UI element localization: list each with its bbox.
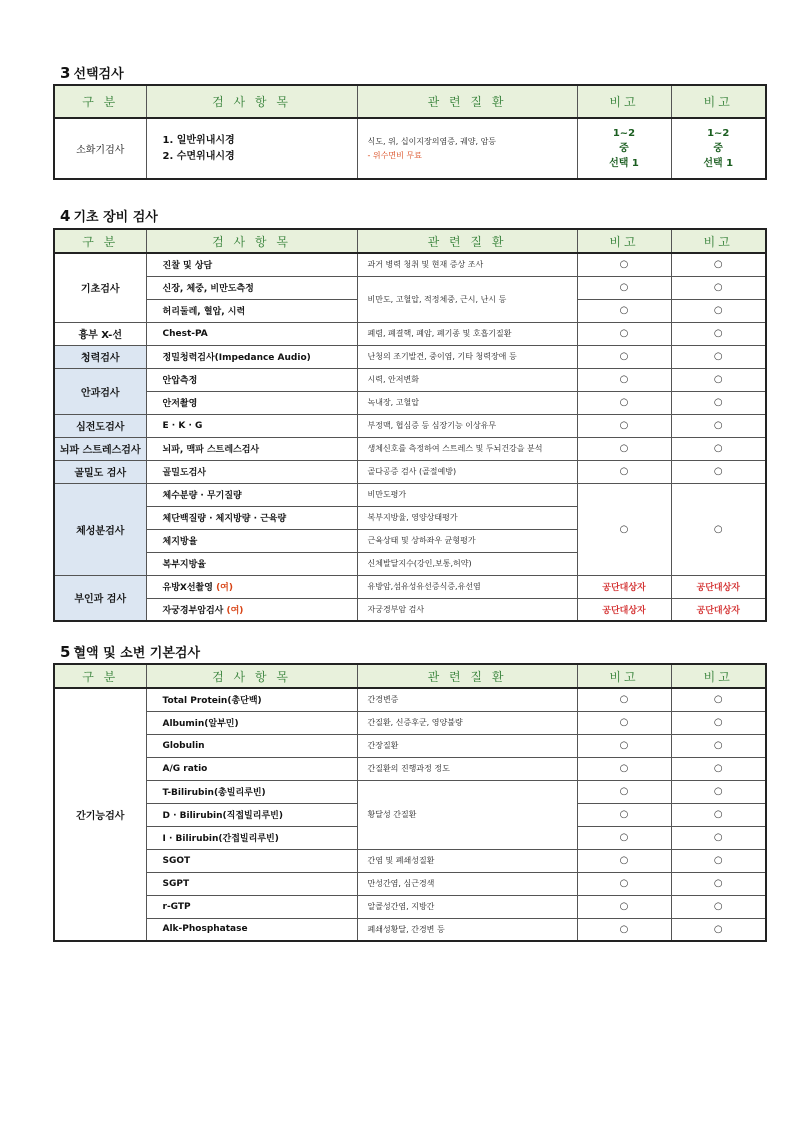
category-eye: 안과검사	[54, 368, 146, 414]
item-globulin: Globulin	[146, 734, 357, 757]
table-row	[54, 276, 766, 299]
disease-sgpt: 만성간염, 심근경색	[357, 872, 577, 895]
item-d-bilirubin: D · Bilirubin(직접빌리루빈)	[146, 803, 357, 826]
circle-mark: ○	[671, 322, 766, 345]
item-fundus: 안저촬영	[146, 391, 357, 414]
table-row	[54, 253, 766, 276]
public-target-label: 공단대상자	[671, 598, 766, 621]
category-digestive: 소화기검사	[54, 118, 146, 179]
item-stress: 뇌파, 맥파 스트레스검사	[146, 437, 357, 460]
category-chest: 흉부 X-선	[54, 322, 146, 345]
circle-mark: ○	[577, 483, 671, 575]
disease-total-protein: 간경변증	[357, 688, 577, 711]
circle-mark: ○	[577, 734, 671, 757]
item-ag-ratio: A/G ratio	[146, 757, 357, 780]
table-row	[54, 598, 766, 621]
public-target-label: 공단대상자	[577, 598, 671, 621]
header-note-1: 비고	[577, 229, 671, 253]
disease-ag-ratio: 간질환의 진행과정 정도	[357, 757, 577, 780]
disease-globulin: 간장질환	[357, 734, 577, 757]
table-row	[54, 460, 766, 483]
item-iop: 안압측정	[146, 368, 357, 391]
table-row	[54, 414, 766, 437]
item-mammo-tag: (여)	[216, 583, 233, 593]
public-target-label: 공단대상자	[671, 575, 766, 598]
circle-mark: ○	[671, 414, 766, 437]
circle-mark: ○	[671, 688, 766, 711]
item-fatpct: 체지방율	[146, 529, 357, 552]
section-3-table	[53, 84, 767, 180]
header-items: 검 사 항 목	[146, 85, 357, 118]
disease-water: 비만도평가	[357, 483, 577, 506]
circle-mark: ○	[671, 711, 766, 734]
table-row	[54, 575, 766, 598]
disease-hearing: 난청의 조기발견, 중이염, 기타 청력장애 등	[357, 345, 577, 368]
circle-mark: ○	[671, 276, 766, 299]
table-row	[54, 895, 766, 918]
table-row	[54, 368, 766, 391]
circle-mark: ○	[577, 826, 671, 849]
header-row	[54, 664, 766, 688]
circle-mark: ○	[671, 918, 766, 941]
note-1-line-2: 중	[619, 143, 629, 154]
circle-mark: ○	[577, 322, 671, 345]
item-t-bilirubin: T-Bilirubin(총빌리루빈)	[146, 780, 357, 803]
circle-mark: ○	[671, 483, 766, 575]
disease-bone: 골다공증 검사 (골절예방)	[357, 460, 577, 483]
item-chest: Chest-PA	[146, 322, 357, 345]
disease-chest: 폐렴, 폐결핵, 폐암, 폐기종 및 호흡기질환	[357, 322, 577, 345]
table-row	[54, 872, 766, 895]
circle-mark: ○	[671, 872, 766, 895]
header-category: 구 분	[54, 229, 146, 253]
disease-r-gtp: 알콜성간염, 지방간	[357, 895, 577, 918]
section-4-title: 4 기초 장비 검사	[60, 207, 158, 225]
table-row	[54, 918, 766, 941]
category-body: 체성분검사	[54, 483, 146, 575]
item-sgot: SGOT	[146, 849, 357, 872]
table-row	[54, 688, 766, 711]
circle-mark: ○	[671, 437, 766, 460]
header-disease: 관 련 질 환	[357, 664, 577, 688]
circle-mark: ○	[671, 391, 766, 414]
circle-mark: ○	[577, 299, 671, 322]
category-hearing: 청력검사	[54, 345, 146, 368]
circle-mark: ○	[577, 849, 671, 872]
circle-mark: ○	[671, 345, 766, 368]
table-row	[54, 711, 766, 734]
circle-mark: ○	[577, 895, 671, 918]
item-cervix-tag: (여)	[226, 605, 244, 616]
circle-mark: ○	[671, 368, 766, 391]
table-row	[54, 118, 766, 179]
header-note-1: 비고	[577, 85, 671, 118]
item-hearing: 정밀청력검사(Impedance Audio)	[146, 345, 357, 368]
note-2-line-1: 1~2	[707, 128, 730, 139]
circle-mark: ○	[671, 253, 766, 276]
table-row	[54, 437, 766, 460]
item-abfat: 복부지방율	[146, 552, 357, 575]
table-row	[54, 849, 766, 872]
circle-mark: ○	[577, 460, 671, 483]
disease-cervix: 자궁경부암 검사	[357, 598, 577, 621]
item-sedation-gastroscopy: 2. 수면위내시경	[162, 150, 235, 162]
circle-mark: ○	[577, 437, 671, 460]
section-3-title: 3 선택검사	[60, 64, 124, 82]
circle-mark: ○	[577, 368, 671, 391]
note-1-line-3: 선택 1	[609, 158, 639, 169]
table-row	[54, 391, 766, 414]
item-r-gtp: r-GTP	[146, 895, 357, 918]
circle-mark: ○	[671, 460, 766, 483]
disease-protein: 복부지방율, 영양상태평가	[357, 506, 577, 529]
category-women: 부인과 검사	[54, 575, 146, 621]
header-note-2: 비고	[671, 664, 766, 688]
disease-ecg: 부정맥, 협심증 등 심장기능 이상유무	[357, 414, 577, 437]
circle-mark: ○	[577, 803, 671, 826]
disease-obesity: 비만도, 고혈압, 적정체중, 근시, 난시 등	[357, 276, 577, 322]
circle-mark: ○	[577, 872, 671, 895]
header-note-2: 비고	[671, 85, 766, 118]
circle-mark: ○	[671, 826, 766, 849]
disease-alk-phosphatase: 폐쇄성황달, 간경변 등	[357, 918, 577, 941]
item-ecg: E · K · G	[146, 414, 357, 437]
circle-mark: ○	[577, 391, 671, 414]
circle-mark: ○	[577, 688, 671, 711]
header-category: 구 분	[54, 664, 146, 688]
header-note-1: 비고	[577, 664, 671, 688]
table-row	[54, 345, 766, 368]
circle-mark: ○	[577, 780, 671, 803]
item-gastroscopy: 1. 일반위내시경	[162, 134, 235, 146]
disease-note: - 위수면비 무료	[367, 150, 422, 160]
disease-iop: 시력, 안저변화	[357, 368, 577, 391]
circle-mark: ○	[671, 803, 766, 826]
table-row	[54, 757, 766, 780]
item-albumin: Albumin(알부민)	[146, 711, 357, 734]
note-1-line-1: 1~2	[612, 128, 636, 139]
circle-mark: ○	[577, 276, 671, 299]
circle-mark: ○	[577, 414, 671, 437]
item-cervix: 자궁경부암검사	[162, 605, 224, 616]
note-2-line-3: 선택 1	[703, 158, 734, 169]
table-row	[54, 780, 766, 803]
disease-consult: 과거 병력 청취 및 현재 증상 조사	[357, 253, 577, 276]
disease-abfat: 신체발달지수(강인,보통,허약)	[357, 552, 577, 575]
circle-mark: ○	[671, 849, 766, 872]
disease-albumin: 간질환, 신증후군, 영양불량	[357, 711, 577, 734]
disease-mammo: 유방암,섬유성유선증식증,유선염	[357, 575, 577, 598]
header-items: 검 사 항 목	[146, 229, 357, 253]
header-disease: 관 련 질 환	[357, 85, 577, 118]
item-alk-phosphatase: Alk-Phosphatase	[146, 918, 357, 941]
category-ecg: 심전도검사	[54, 414, 146, 437]
item-water: 체수분량 · 무기질량	[146, 483, 357, 506]
item-i-bilirubin: I · Bilirubin(간접빌리루빈)	[146, 826, 357, 849]
table-row	[54, 322, 766, 345]
category-stress: 뇌파 스트레스검사	[54, 437, 146, 460]
item-height: 신장, 체중, 비만도측정	[146, 276, 357, 299]
item-total-protein: Total Protein(총단백)	[146, 688, 357, 711]
item-waist: 허리둘레, 혈압, 시력	[146, 299, 357, 322]
header-category: 구 분	[54, 85, 146, 118]
category-basic: 기초검사	[54, 253, 146, 322]
disease-bilirubin: 황달성 간질환	[357, 780, 577, 849]
circle-mark: ○	[671, 895, 766, 918]
header-row	[54, 85, 766, 118]
header-items: 검 사 항 목	[146, 664, 357, 688]
circle-mark: ○	[671, 780, 766, 803]
disease-digestive: 식도, 위, 십이지장의염증, 궤양, 암등	[367, 136, 497, 146]
circle-mark: ○	[577, 918, 671, 941]
note-2-line-2: 중	[713, 143, 724, 154]
category-bone: 골밀도 검사	[54, 460, 146, 483]
circle-mark: ○	[577, 757, 671, 780]
item-sgpt: SGPT	[146, 872, 357, 895]
header-row	[54, 229, 766, 253]
disease-fatpct: 근육상태 및 상하좌우 균형평가	[357, 529, 577, 552]
disease-stress: 생체신호를 측정하여 스트레스 및 두뇌건강을 분석	[357, 437, 577, 460]
section-4-table	[53, 228, 767, 622]
circle-mark: ○	[577, 711, 671, 734]
table-row	[54, 483, 766, 506]
section-5-table	[53, 663, 767, 942]
item-bone: 골밀도검사	[146, 460, 357, 483]
table-row	[54, 734, 766, 757]
circle-mark: ○	[671, 757, 766, 780]
circle-mark: ○	[671, 299, 766, 322]
header-note-2: 비고	[671, 229, 766, 253]
circle-mark: ○	[577, 253, 671, 276]
item-consult: 진찰 및 상담	[146, 253, 357, 276]
public-target-label: 공단대상자	[577, 575, 671, 598]
disease-fundus: 녹내장, 고혈압	[357, 391, 577, 414]
item-mammo: 유방X선촬영	[162, 583, 213, 593]
item-protein: 체단백질량 · 체지방량 · 근육량	[146, 506, 357, 529]
circle-mark: ○	[577, 345, 671, 368]
category-liver: 간기능검사	[54, 688, 146, 941]
section-5-title: 5 혈액 및 소변 기본검사	[60, 643, 201, 661]
header-disease: 관 련 질 환	[357, 229, 577, 253]
disease-sgot: 간염 및 폐쇄성질환	[357, 849, 577, 872]
circle-mark: ○	[671, 734, 766, 757]
